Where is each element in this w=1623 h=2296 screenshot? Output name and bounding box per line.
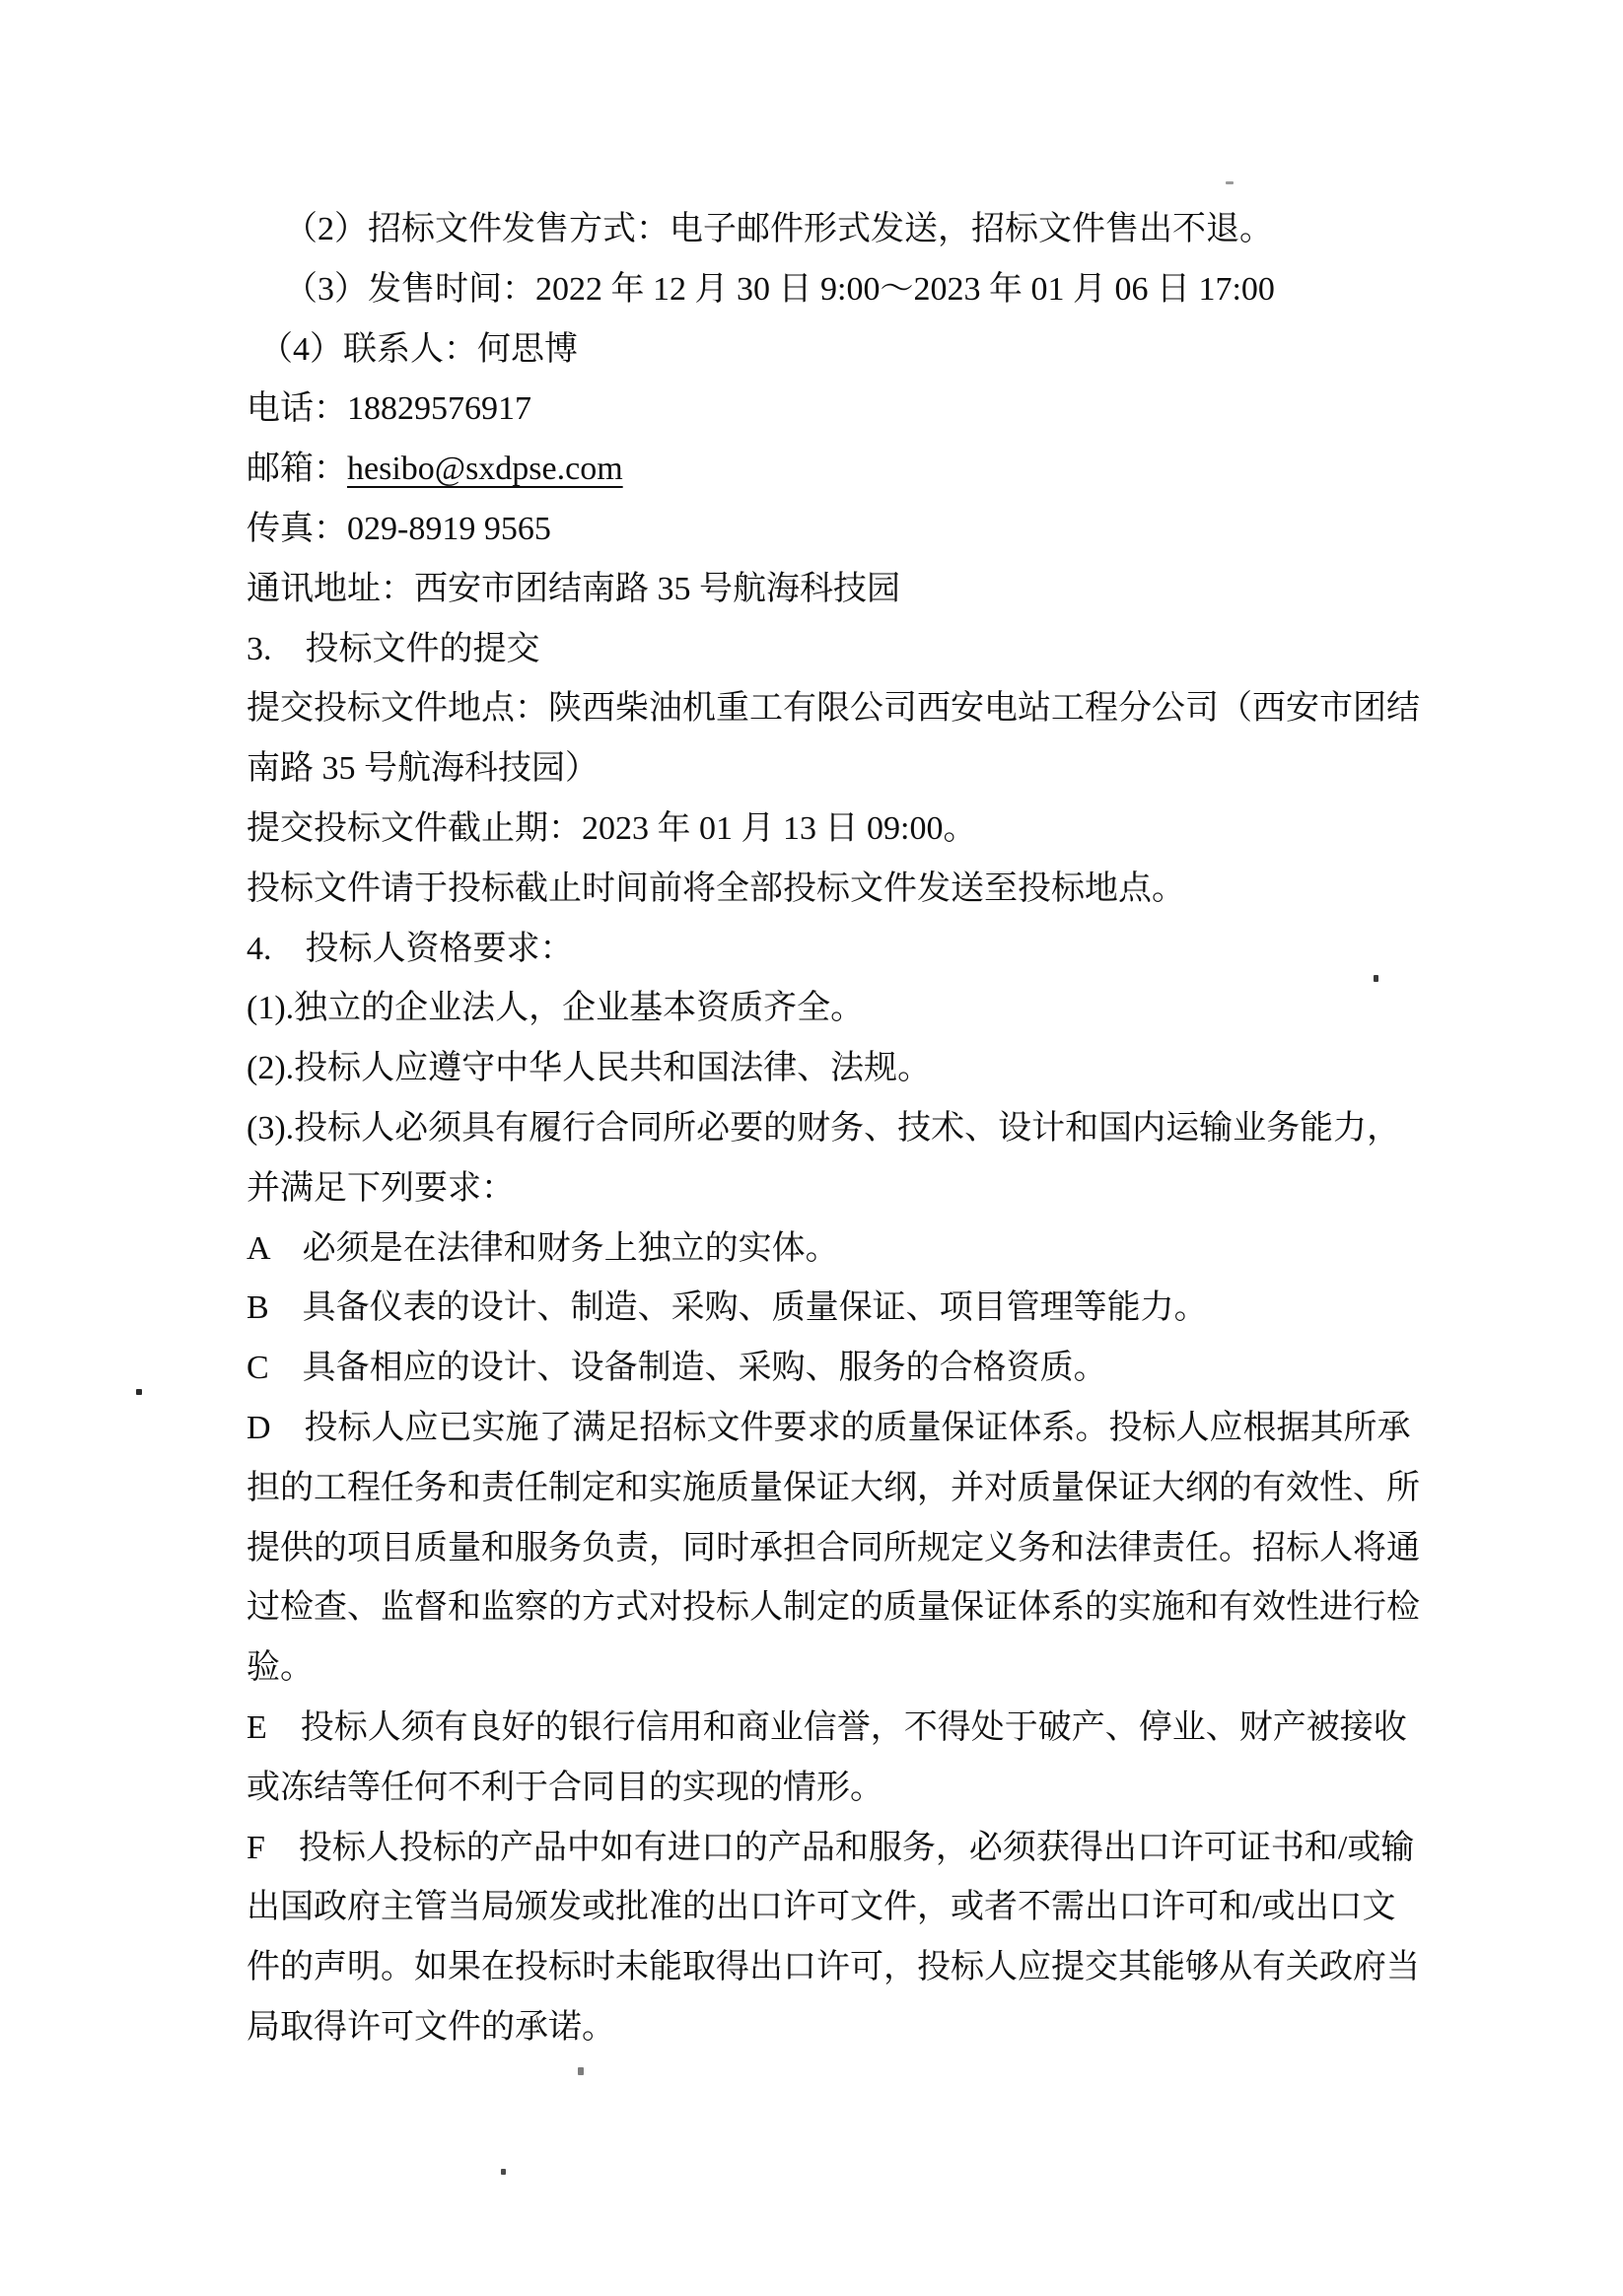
text-run: （2）招标文件发售方式：电子邮件形式发送，招标文件售出不退。 [284,211,1273,247]
text-line [247,1339,1469,1399]
text-run: 传真：029-8919 9565 [247,510,551,547]
text-run: (2).投标人应遵守中华人民共和国法律、法规。 [247,1050,932,1087]
text-run: 过检查、监督和监察的方式对投标人制定的质量保证体系的实施和有效性进行检 [247,1589,1420,1627]
text-run: 电话：18829576917 [247,390,531,428]
text-run: 并满足下列要求： [247,1169,515,1207]
text-line [247,679,1469,739]
text-run: 邮箱： [247,451,347,488]
text-line [247,500,1469,560]
text-line [247,1099,1469,1159]
text-run: 提交投标文件地点：陕西柴油机重工有限公司西安电站工程分公司（西安市团结 [247,690,1420,728]
text-run: 验。 [247,1649,314,1687]
text-run: 南路 35 号航海科技园） [247,750,599,788]
text-run: (3).投标人必须具有履行合同所必要的财务、技术、设计和国内运输业务能力， [247,1109,1401,1147]
text-run: 4. 投标人资格要求： [247,930,574,967]
text-line [247,1759,1469,1819]
text-line [247,200,1469,260]
text-run: 提供的项目质量和服务负责，同时承担合同所规定义务和法律责任。招标人将通 [247,1529,1420,1566]
text-line [247,560,1469,620]
text-run: D 投标人应已实施了满足招标文件要求的质量保证体系。投标人应根据其所承 [247,1409,1411,1446]
text-line [247,1819,1469,1879]
text-run: 提交投标文件截止期：2023 年 01 月 13 日 09:00。 [247,809,977,847]
text-run: A 必须是在法律和财务上独立的实体。 [247,1229,839,1267]
scan-artifact [1374,975,1378,982]
email-link[interactable]: hesibo@sxdpse.com [347,451,623,488]
text-line [247,1519,1469,1579]
text-run: 局取得许可文件的承诺。 [247,2008,615,2046]
text-line [247,440,1469,500]
text-line [247,1159,1469,1219]
text-line [247,1938,1469,1998]
text-run: 件的声明。如果在投标时未能取得出口许可，投标人应提交其能够从有关政府当 [247,1949,1420,1986]
text-line [247,1699,1469,1759]
text-run: 投标文件请于投标截止时间前将全部投标文件发送至投标地点。 [247,870,1185,907]
text-line [247,800,1469,860]
text-line [247,1638,1469,1699]
text-run: F 投标人投标的产品中如有进口的产品和服务，必须获得出口许可证书和/或输 [247,1829,1415,1866]
text-line [247,1039,1469,1099]
text-line [247,979,1469,1039]
text-line [247,1399,1469,1459]
text-line [247,1459,1469,1519]
scan-artifact [501,2169,506,2175]
text-run: 担的工程任务和责任制定和实施质量保证大纲，并对质量保证大纲的有效性、所 [247,1469,1420,1506]
text-run: 或冻结等任何不利于合同目的实现的情形。 [247,1769,883,1806]
scan-artifact [1226,181,1234,184]
text-line [247,920,1469,980]
text-run: （4）联系人：何思博 [259,330,578,368]
document-body [247,200,1469,2058]
text-line [247,620,1469,680]
text-line [247,1878,1469,1938]
text-run: （3）发售时间：2022 年 12 月 30 日 9:00～2023 年 01 月 06 日 17:00 [284,270,1275,308]
text-line [247,1219,1469,1280]
text-line [247,1998,1469,2058]
text-run: 通讯地址：西安市团结南路 35 号航海科技园 [247,570,900,607]
scan-artifact [136,1389,142,1395]
text-run: B 具备仪表的设计、制造、采购、质量保证、项目管理等能力。 [247,1289,1208,1327]
text-line [247,1279,1469,1339]
text-run: (1).独立的企业法人，企业基本资质齐全。 [247,990,865,1027]
text-line [247,860,1469,920]
text-run: 出国政府主管当局颁发或批准的出口许可文件，或者不需出口许可和/或出口文 [247,1889,1396,1926]
scan-artifact [578,2067,584,2075]
text-run: C 具备相应的设计、设备制造、采购、服务的合格资质。 [247,1350,1107,1387]
text-line [247,320,1469,381]
text-line [247,1578,1469,1638]
text-line [247,739,1469,800]
text-run: E 投标人须有良好的银行信用和商业信誉，不得处于破产、停业、财产被接收 [247,1708,1407,1746]
text-run: 3. 投标文件的提交 [247,630,540,667]
text-line [247,260,1469,320]
text-line [247,380,1469,440]
